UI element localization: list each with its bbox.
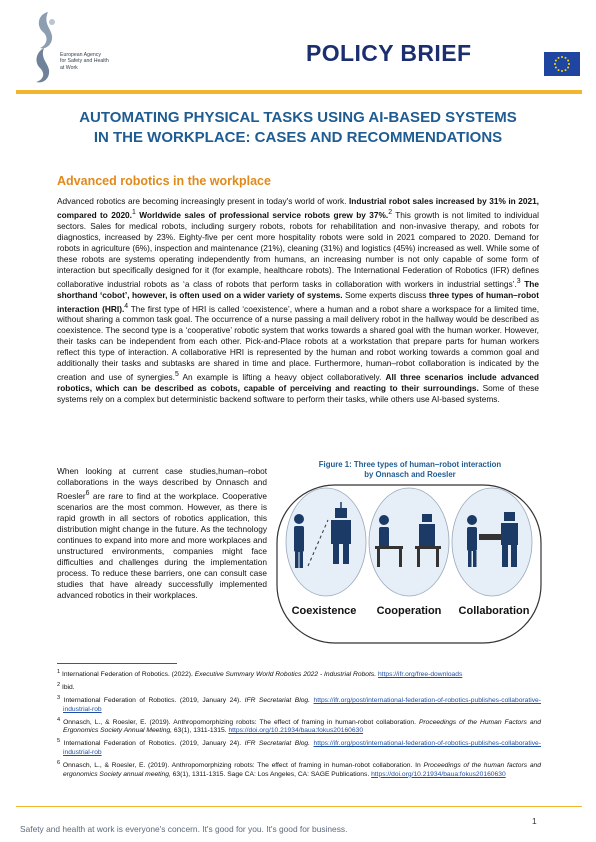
footnote-ref[interactable]: 1: [131, 209, 136, 216]
footnote-ref[interactable]: 4: [124, 302, 129, 310]
footnote-number: 4: [57, 716, 61, 723]
logo-wordmark: [60, 52, 130, 71]
footnote-italic: IFR Secretariat Blog.: [244, 697, 310, 705]
footnote-link[interactable]: https://ifr.org/post/international-federation-of-robotics-publishes-collaborative-industrial-rob: [63, 740, 542, 757]
logo-line: European Agency: [60, 52, 101, 58]
footnote-link[interactable]: https://doi.org/10.21934/baua:fokus20160630: [371, 770, 506, 778]
text-run: Advanced robotics are becoming increasingly present in today's world of work.: [57, 196, 349, 206]
document-title: [16, 108, 580, 148]
logo-line: for Safety and Health: [60, 58, 109, 65]
header-divider: [16, 90, 582, 94]
footer-divider: [16, 806, 582, 807]
footnote: [57, 737, 541, 757]
footnote-number: 5: [57, 738, 61, 745]
text-run: This growth is not limited to individual sectors. Sales for medical robots, including surgery robots, robots for rehabilitation and non-invasive therapy, and robots for diagnostics, increased by 23%. Eighty-five per cent more hospitality robots were sold in 2021 compared to 2020. Demand for robots in agriculture (6%), inspection and maintenance (21%), cleaning (31%) and logistics (45%) increased as well. While some of these robots are systems operating independently from humans, an increasing number is not only capable of some form of interaction but specifically designed for it (for example, healthcare robots). The International Federation of Robotics (IFR) defines collaborative industrial robots as ‘a class of robots that perform tasks in collaboration with workers in industrial settings’.: [57, 209, 540, 289]
footnotes: [57, 668, 541, 780]
text-run: When looking at current case studies,human–robot collaborations in the ways described by Onnasch and Roesler: [57, 466, 267, 501]
text-run: The first type of HRI is called ‘coexistence’, where a human and a robot share a workspace for a limited time, without sharing a common task goal. The occurrence of a nurse passing a mail delivery robot in the hallway would be described as coexistence. The second type is a ‘cooperative’ robotic system that works towards a shared goal with the human worker. However, their tasks can be independent from each other. Pick-and-Place robots at a workstation that prepare parts for human workers reflect this type of interaction. A collaborative HRI is represented by the human and robot working towards a common goal and additionally their tasks and subtasks are shared in time and place. Furthermore, human–robot collaboration is indicated by the creation and use of synergies.: [57, 303, 540, 383]
footnote-italic: Proceedings of the human factors and ergonomics Society annual meeting,: [63, 762, 541, 778]
human-robot-coexistence-icon: [286, 488, 366, 596]
footnote-number: 3: [57, 695, 61, 702]
left-column-text: [57, 466, 267, 601]
page-number: 1: [532, 816, 537, 826]
text-run-bold: three types of human–robot interaction (HRI).: [57, 289, 539, 314]
footnote-link[interactable]: https://doi.org/10.21934/baua:fokus20160630: [228, 727, 364, 735]
figure-caption: [280, 460, 540, 480]
document-type-heading: POLICY BRIEF: [306, 40, 472, 66]
panel-label: Collaboration: [458, 605, 530, 617]
hri-figure: [276, 484, 542, 644]
panel-label: Coexistence: [291, 605, 357, 617]
footnote: [57, 716, 541, 736]
intro-paragraph: [57, 196, 539, 405]
text-run-bold: All three scenarios include advanced robotics, which can be described as cobots, capable of perceiving and reacting to their surroundings.: [57, 372, 539, 394]
text-run-bold: The shorthand ‘cobot’, however, is often used on a wider variety of systems.: [57, 278, 539, 300]
footnote-text: Onnasch, L., & Roesler, E. (2019). Anthropomorphizing robots: The effect of framing in human-robot collaboration.: [63, 718, 419, 726]
human-robot-collaboration-icon: [452, 488, 532, 596]
footnote-number: 6: [57, 759, 61, 766]
case-study-paragraph: [57, 466, 267, 601]
footnote-ref[interactable]: 5: [174, 371, 179, 379]
footnote-text: International Federation of Robotics. (2022).: [61, 671, 195, 679]
body-text: [57, 196, 539, 405]
logo-line: at Work: [60, 64, 78, 71]
footnote-link[interactable]: https://ifr.org/free-downloads: [377, 671, 463, 679]
text-run-bold: Industrial robot sales increased by 31% in 2021, compared to 2020.: [57, 196, 539, 220]
footnote: [57, 759, 541, 779]
footnote-ref[interactable]: 6: [85, 490, 90, 497]
text-run: An example is lifting a heavy object collaboratively.: [178, 372, 386, 383]
footnote-ref[interactable]: 2: [388, 209, 393, 216]
footnote: [57, 694, 541, 714]
footnote-text: International Federation of Robotics. (2019, January 24).: [63, 740, 245, 748]
footnote-text: 63(1), 1311-1315. Sage CA: Los Angeles, CA: SAGE Publications.: [170, 770, 372, 778]
footnote-italic: Executive Summary World Robotics 2022 - Industrial Robots.: [194, 671, 377, 679]
footnote-number: 1: [57, 669, 61, 675]
eu-osha-logo: [16, 8, 126, 88]
footnote-ref[interactable]: 3: [516, 277, 521, 285]
figure-caption-line: by Onnasch and Roesler: [364, 470, 456, 479]
text-run: Some of these systems rely on a complex but deterministic backend software to perform their tasks, while others use AI-based systems.: [57, 383, 539, 405]
footnote-text: International Federation of Robotics. (2019, January 24).: [63, 697, 245, 705]
footnote-italic: Proceedings of the Human Factors and Ergonomics Society Annual Meeting,: [63, 718, 541, 735]
footnote-text: 63(1), 1311-1315.: [172, 727, 229, 735]
section-heading: Advanced robotics in the workplace: [57, 174, 271, 188]
footer-tagline: Safety and health at work is everyone's concern. It's good for you. It's good for business.: [20, 824, 348, 834]
footnote: [57, 681, 541, 693]
title-line: IN THE WORKPLACE: CASES AND RECOMMENDATIONS: [93, 129, 503, 146]
footnote-number: 2: [57, 682, 61, 689]
footnote-divider: [57, 663, 177, 664]
footnote-text: Ibid.: [61, 684, 75, 692]
figure-caption-line: Figure 1: Three types of human–robot interaction: [318, 460, 502, 469]
text-run: are rare to find at the workplace. Cooperative scenarios are the most common. However, as there is rapid growth in all sectors of robotics application, this distribution might change in the future. As the technology continues to expand into more and more workplaces and unstructured environments, companies might face difficulties and challenges during the implementation process. To reduce these barriers, one can consult case studies that have already successfully implemented advanced robotics in their workplaces.: [57, 490, 267, 600]
eu-flag-icon: [544, 52, 580, 76]
text-run-bold: Worldwide sales of professional service robots grew by 37%.: [135, 209, 389, 220]
footnote: [57, 668, 541, 680]
text-run: Some experts discuss: [342, 289, 429, 300]
panel-label: Cooperation: [376, 605, 442, 617]
footnote-text: Onnasch, L., & Roesler, E. (2019). Anthropomorphizing robots: The effect of framing in human-robot collaboration. In: [62, 762, 424, 770]
human-robot-cooperation-icon: [369, 488, 449, 596]
footnote-link[interactable]: https://ifr.org/post/international-federation-of-robotics-publishes-collaborative-industrial-rob: [63, 697, 542, 713]
footnote-italic: IFR Secretariat Blog.: [244, 740, 310, 748]
title-line: AUTOMATING PHYSICAL TASKS USING AI-BASED SYSTEMS: [79, 109, 517, 126]
